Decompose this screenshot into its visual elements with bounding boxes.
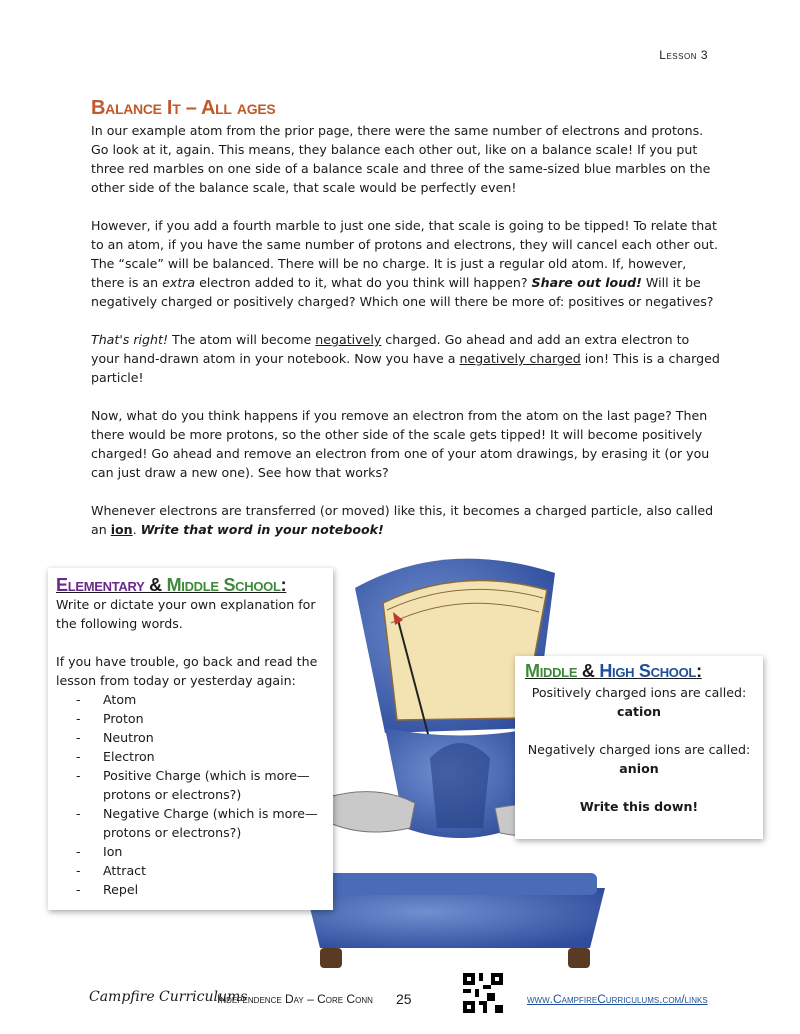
middle-high-heading bbox=[525, 662, 753, 681]
heading-middle: Middle School bbox=[166, 575, 281, 595]
text: electron added to it, what do you think will happen? bbox=[195, 275, 532, 290]
text: However, if you add a fourth marble to just one side, that scale is going to be tipped! To relate that to an atom, if you have the same number of protons and electrons, they will cancel each other out. The “scale” will be balanced. There will be no charge. It is just a regular old atom. If, however, there is an bbox=[91, 218, 719, 290]
lesson-tag: Lesson 3 bbox=[659, 48, 708, 62]
list-item: - Atom bbox=[76, 690, 325, 709]
positive-label: Positively charged ions are called: bbox=[531, 685, 747, 700]
text: . bbox=[132, 522, 141, 537]
positive-term: cation bbox=[617, 704, 661, 719]
list-item: - Proton bbox=[76, 709, 325, 728]
thats-right: That's right! bbox=[91, 332, 168, 347]
text: The atom will become bbox=[168, 332, 316, 347]
text: charged. Go ahead and add an extra electron to your hand-drawn atom in your notebook. Now you have a bbox=[91, 332, 690, 366]
page-number: 25 bbox=[396, 991, 412, 1007]
list-item: - Positive Charge (which is more—protons or electrons?) bbox=[76, 766, 325, 804]
text: Will it be negatively charged or positively charged? Which one will there be more of: positives or negatives? bbox=[91, 275, 714, 309]
text: Whenever electrons are transferred (or moved) like this, it becomes a charged particle, also called an bbox=[91, 503, 714, 537]
heading-colon: : bbox=[696, 661, 702, 681]
negative-label: Negatively charged ions are called: bbox=[527, 742, 751, 757]
heading-middle: Middle bbox=[525, 661, 578, 681]
list-item: - Electron bbox=[76, 747, 325, 766]
paragraph-1: In our example atom from the prior page, there were the same number of electrons and protons. Go look at it, again. This means, they balance each other out, like on a balance scale! If you put three red marbles on one side of a balance scale and three of the same-sized blue marbles on the other side of the balance scale, that scale would be perfectly even! bbox=[91, 123, 711, 195]
body-text bbox=[91, 121, 721, 558]
write-down: Write this down! bbox=[579, 799, 699, 814]
ion-term: ion bbox=[110, 522, 133, 537]
heading-high: High School bbox=[599, 661, 697, 681]
instruction-1: Write or dictate your own explanation for the following words. bbox=[56, 597, 316, 631]
heading-elementary: Elementary bbox=[56, 575, 145, 595]
brand-logo: Campfire Curriculums bbox=[89, 989, 248, 1005]
list-item: - Negative Charge (which is more—protons or electrons?) bbox=[76, 804, 325, 842]
paragraph-3 bbox=[91, 330, 721, 387]
underlined-negatively-charged: negatively charged bbox=[459, 351, 581, 366]
write-instruction: Write that word in your notebook! bbox=[140, 522, 384, 537]
instruction-2: If you have trouble, go back and read the lesson from today or yesterday again: bbox=[56, 654, 318, 688]
paragraph-4: Now, what do you think happens if you remove an electron from the atom on the last page? Then there would be more protons, so the other side of the scale gets tipped! It will become positively charged! Go ahead and remove an electron from one of your atom drawings, by erasing it (or you can just draw a new one). See how that works? bbox=[91, 408, 710, 480]
course-name: Independence Day – Core Conn bbox=[217, 992, 373, 1006]
list-item: - Attract bbox=[76, 861, 325, 880]
middle-high-card bbox=[515, 656, 763, 839]
list-item: - Repel bbox=[76, 880, 325, 899]
qr-code-icon bbox=[463, 973, 503, 1013]
elementary-middle-card bbox=[48, 568, 333, 910]
campfire-link[interactable]: www.CampfireCurriculums.com/links bbox=[527, 992, 708, 1006]
heading-colon: : bbox=[280, 575, 287, 595]
underlined-negatively: negatively bbox=[315, 332, 382, 347]
section-title: Balance It – All ages bbox=[91, 97, 276, 119]
share-out-loud: Share out loud! bbox=[531, 275, 642, 290]
vocab-list bbox=[56, 690, 325, 899]
list-item: - Ion bbox=[76, 842, 325, 861]
list-item: - Neutron bbox=[76, 728, 325, 747]
heading-amp: & bbox=[577, 661, 600, 681]
emphasis-extra: extra bbox=[162, 275, 196, 290]
text: ion! This is a charged particle! bbox=[91, 351, 720, 385]
elementary-middle-heading bbox=[56, 576, 325, 595]
heading-amp: & bbox=[144, 575, 167, 595]
paragraph-2 bbox=[91, 216, 721, 311]
negative-term: anion bbox=[619, 761, 659, 776]
footer bbox=[0, 985, 800, 1025]
